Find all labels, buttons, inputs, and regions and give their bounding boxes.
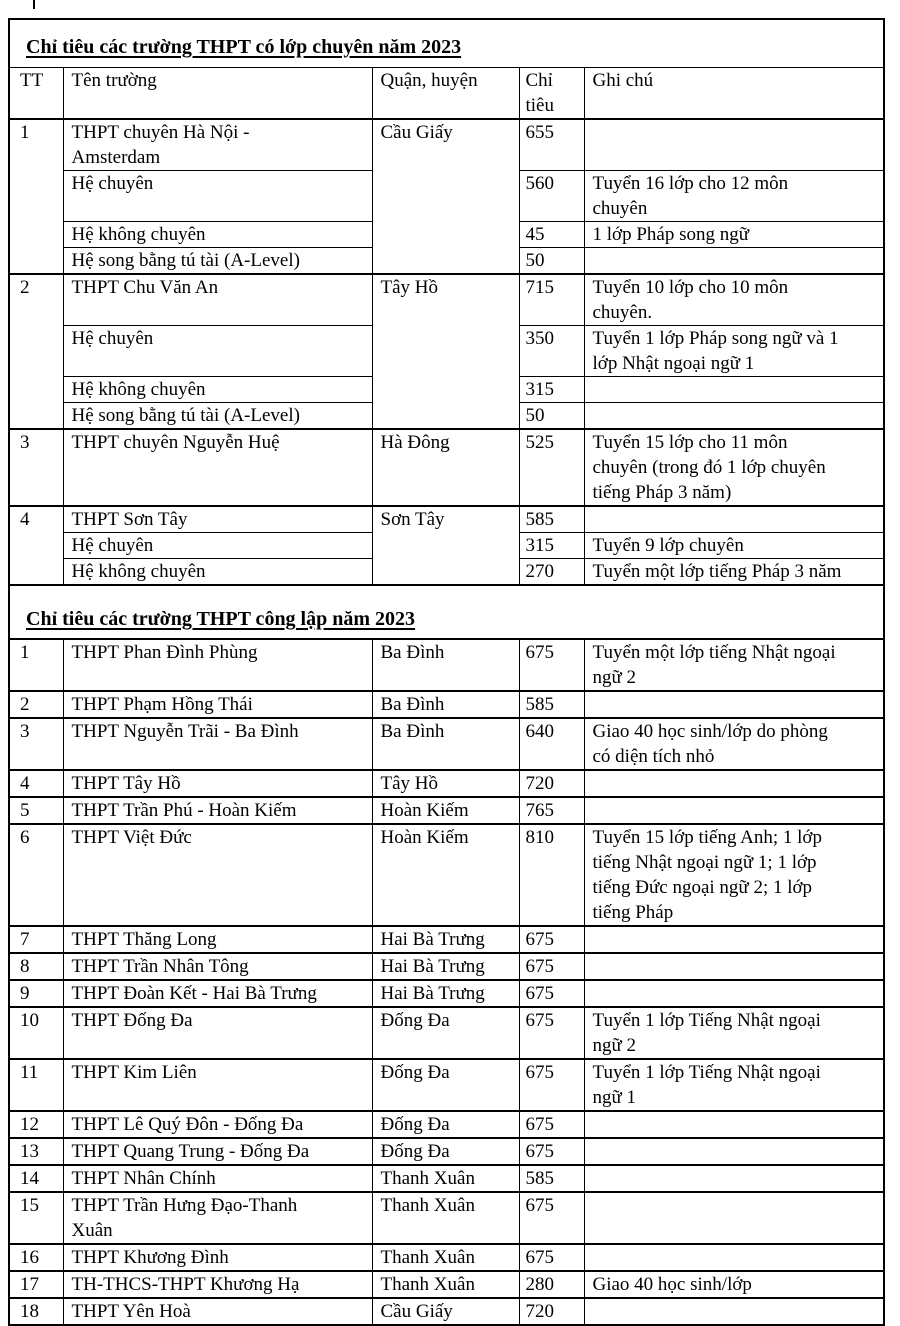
school-row (9, 1059, 884, 1111)
cell-note (584, 377, 884, 403)
cell-tt: 4 (9, 770, 63, 797)
cell-school-name: THPT Sơn Tây (63, 506, 372, 533)
cell-school-name: TH-THCS-THPT Khương Hạ (63, 1271, 372, 1298)
cell-tt: 13 (9, 1138, 63, 1165)
school-row (9, 1298, 884, 1325)
cell-subprogram-name: Hệ song bằng tú tài (A-Level) (63, 403, 372, 430)
cell-district: Thanh Xuân (372, 1165, 519, 1192)
cell-note (584, 506, 884, 533)
section-chuyen-title: Chỉ tiêu các trường THPT có lớp chuyên năm 2023 (26, 36, 462, 58)
cell-tt: 4 (9, 506, 63, 585)
cell-tt: 8 (9, 953, 63, 980)
cell-district: Cầu Giấy (372, 119, 519, 275)
cell-district: Tây Hồ (372, 274, 519, 429)
cell-district: Sơn Tây (372, 506, 519, 585)
cell-district: Đống Đa (372, 1111, 519, 1138)
cell-tt: 1 (9, 119, 63, 275)
cell-quota: 675 (519, 1244, 584, 1271)
cell-district: Thanh Xuân (372, 1244, 519, 1271)
cell-quota: 585 (519, 506, 584, 533)
cell-quota: 675 (519, 1059, 584, 1111)
cell-note (584, 248, 884, 275)
cell-quota: 315 (519, 377, 584, 403)
cell-subprogram-name: Hệ không chuyên (63, 222, 372, 248)
school-row (9, 718, 884, 770)
header-school-name: Tên trường (63, 67, 372, 119)
cell-district: Hoàn Kiếm (372, 797, 519, 824)
cell-note (584, 1298, 884, 1325)
section-chuyen-body (9, 119, 884, 586)
cell-district: Tây Hồ (372, 770, 519, 797)
cell-tt: 9 (9, 980, 63, 1007)
cell-district: Ba Đình (372, 718, 519, 770)
cell-note (584, 953, 884, 980)
cell-tt: 10 (9, 1007, 63, 1059)
cell-district: Hai Bà Trưng (372, 953, 519, 980)
cell-tt: 2 (9, 274, 63, 429)
cell-district: Đống Đa (372, 1007, 519, 1059)
cell-tt: 5 (9, 797, 63, 824)
header-district: Quận, huyện (372, 67, 519, 119)
cell-district: Hai Bà Trưng (372, 926, 519, 953)
cell-quota: 765 (519, 797, 584, 824)
cell-quota: 560 (519, 171, 584, 222)
cell-note: Tuyển 15 lớp tiếng Anh; 1 lớp tiếng Nhật ngoại ngữ 1; 1 lớp tiếng Đức ngoại ngữ 2; 1 lớp tiếng Pháp (584, 824, 884, 926)
cell-tt: 16 (9, 1244, 63, 1271)
cell-quota: 675 (519, 1192, 584, 1244)
cell-note: Tuyển 1 lớp Pháp song ngữ và 1 lớp Nhật ngoại ngữ 1 (584, 326, 884, 377)
cell-note (584, 797, 884, 824)
cell-school-name: THPT Nhân Chính (63, 1165, 372, 1192)
cell-note: Tuyển một lớp tiếng Pháp 3 năm (584, 559, 884, 586)
cell-subprogram-name: Hệ chuyên (63, 326, 372, 377)
cell-school-name: THPT Việt Đức (63, 824, 372, 926)
cell-tt: 12 (9, 1111, 63, 1138)
school-row (9, 953, 884, 980)
cell-district: Cầu Giấy (372, 1298, 519, 1325)
cell-district: Ba Đình (372, 691, 519, 718)
cell-district: Thanh Xuân (372, 1271, 519, 1298)
cell-note: 1 lớp Pháp song ngữ (584, 222, 884, 248)
cell-school-name: THPT Tây Hồ (63, 770, 372, 797)
cell-quota: 675 (519, 980, 584, 1007)
cell-note (584, 119, 884, 171)
cell-tt: 1 (9, 639, 63, 691)
section-chuyen-title-cell (9, 19, 884, 67)
section-conglap-title-cell (9, 585, 884, 639)
school-row (9, 1138, 884, 1165)
cell-subprogram-name: Hệ song bằng tú tài (A-Level) (63, 248, 372, 275)
school-row (9, 926, 884, 953)
cell-school-name: THPT Đoàn Kết - Hai Bà Trưng (63, 980, 372, 1007)
cell-note: Giao 40 học sinh/lớp (584, 1271, 884, 1298)
school-row (9, 770, 884, 797)
cell-note: Tuyển 9 lớp chuyên (584, 533, 884, 559)
cell-school-name: THPT Thăng Long (63, 926, 372, 953)
page-edge-artifact-line (33, 0, 35, 9)
cell-note: Tuyển 1 lớp Tiếng Nhật ngoại ngữ 2 (584, 1007, 884, 1059)
school-row (9, 1192, 884, 1244)
school-row (9, 429, 884, 506)
table-header-row (9, 67, 884, 119)
header-tt: TT (9, 67, 63, 119)
cell-note (584, 1244, 884, 1271)
cell-note: Tuyển 15 lớp cho 11 môn chuyên (trong đó 1 lớp chuyên tiếng Pháp 3 năm) (584, 429, 884, 506)
cell-district: Thanh Xuân (372, 1192, 519, 1244)
cell-school-name: THPT Kim Liên (63, 1059, 372, 1111)
school-row (9, 1165, 884, 1192)
cell-school-name: THPT Trần Phú - Hoàn Kiếm (63, 797, 372, 824)
school-row (9, 1007, 884, 1059)
cell-quota: 675 (519, 1007, 584, 1059)
cell-quota: 50 (519, 403, 584, 430)
cell-quota: 720 (519, 1298, 584, 1325)
cell-note: Tuyển 10 lớp cho 10 môn chuyên. (584, 274, 884, 326)
cell-tt: 7 (9, 926, 63, 953)
school-row (9, 691, 884, 718)
cell-school-name: THPT Quang Trung - Đống Đa (63, 1138, 372, 1165)
cell-tt: 14 (9, 1165, 63, 1192)
cell-school-name: THPT Khương Đình (63, 1244, 372, 1271)
cell-tt: 15 (9, 1192, 63, 1244)
cell-subprogram-name: Hệ chuyên (63, 533, 372, 559)
cell-quota: 715 (519, 274, 584, 326)
cell-district: Hoàn Kiếm (372, 824, 519, 926)
cell-note: Tuyển 1 lớp Tiếng Nhật ngoại ngữ 1 (584, 1059, 884, 1111)
cell-school-name: THPT Nguyễn Trãi - Ba Đình (63, 718, 372, 770)
cell-quota: 585 (519, 691, 584, 718)
cell-note (584, 980, 884, 1007)
cell-quota: 270 (519, 559, 584, 586)
cell-quota: 675 (519, 639, 584, 691)
cell-quota: 720 (519, 770, 584, 797)
cell-note: Giao 40 học sinh/lớp do phòng có diện tích nhỏ (584, 718, 884, 770)
cell-school-name: THPT Chu Văn An (63, 274, 372, 326)
cell-district: Đống Đa (372, 1059, 519, 1111)
cell-tt: 18 (9, 1298, 63, 1325)
cell-note (584, 403, 884, 430)
cell-subprogram-name: Hệ không chuyên (63, 559, 372, 586)
school-row (9, 1244, 884, 1271)
cell-school-name: THPT Phan Đình Phùng (63, 639, 372, 691)
cell-quota: 675 (519, 1138, 584, 1165)
cell-quota: 675 (519, 926, 584, 953)
cell-note (584, 1192, 884, 1244)
section-conglap-title-row (9, 585, 884, 639)
cell-tt: 3 (9, 718, 63, 770)
cell-school-name: THPT Trần Nhân Tông (63, 953, 372, 980)
cell-quota: 585 (519, 1165, 584, 1192)
cell-school-name: THPT Trần Hưng Đạo-Thanh Xuân (63, 1192, 372, 1244)
school-row (9, 119, 884, 171)
cell-quota: 675 (519, 1111, 584, 1138)
cell-district: Ba Đình (372, 639, 519, 691)
cell-note: Tuyển 16 lớp cho 12 môn chuyên (584, 171, 884, 222)
cell-subprogram-name: Hệ không chuyên (63, 377, 372, 403)
cell-school-name: THPT Phạm Hồng Thái (63, 691, 372, 718)
cell-note (584, 770, 884, 797)
cell-tt: 11 (9, 1059, 63, 1111)
cell-quota: 675 (519, 953, 584, 980)
cell-quota: 315 (519, 533, 584, 559)
school-row (9, 797, 884, 824)
cell-district: Hai Bà Trưng (372, 980, 519, 1007)
cell-school-name: THPT chuyên Hà Nội - Amsterdam (63, 119, 372, 171)
school-row (9, 1271, 884, 1298)
cell-quota: 280 (519, 1271, 584, 1298)
school-row (9, 506, 884, 533)
cell-quota: 525 (519, 429, 584, 506)
cell-school-name: THPT Đống Đa (63, 1007, 372, 1059)
school-row (9, 824, 884, 926)
cell-note (584, 1138, 884, 1165)
cell-note (584, 926, 884, 953)
school-row (9, 1111, 884, 1138)
cell-district: Hà Đông (372, 429, 519, 506)
section-conglap-body (9, 639, 884, 1325)
cell-district: Đống Đa (372, 1138, 519, 1165)
cell-quota: 350 (519, 326, 584, 377)
cell-tt: 3 (9, 429, 63, 506)
cell-note (584, 691, 884, 718)
cell-school-name: THPT Yên Hoà (63, 1298, 372, 1325)
cell-quota: 640 (519, 718, 584, 770)
cell-tt: 17 (9, 1271, 63, 1298)
school-row (9, 274, 884, 326)
school-row (9, 980, 884, 1007)
cell-quota: 810 (519, 824, 584, 926)
cell-quota: 45 (519, 222, 584, 248)
header-note: Ghi chú (584, 67, 884, 119)
cell-quota: 50 (519, 248, 584, 275)
section-conglap-title: Chỉ tiêu các trường THPT công lập năm 2023 (26, 608, 416, 630)
school-row (9, 639, 884, 691)
cell-quota: 655 (519, 119, 584, 171)
cell-tt: 6 (9, 824, 63, 926)
cell-note (584, 1111, 884, 1138)
cell-subprogram-name: Hệ chuyên (63, 171, 372, 222)
section-chuyen-title-row (9, 19, 884, 67)
cell-note (584, 1165, 884, 1192)
quota-table (8, 18, 885, 1326)
header-quota: Chỉ tiêu (519, 67, 584, 119)
cell-school-name: THPT Lê Quý Đôn - Đống Đa (63, 1111, 372, 1138)
cell-school-name: THPT chuyên Nguyễn Huệ (63, 429, 372, 506)
cell-tt: 2 (9, 691, 63, 718)
cell-note: Tuyển một lớp tiếng Nhật ngoại ngữ 2 (584, 639, 884, 691)
